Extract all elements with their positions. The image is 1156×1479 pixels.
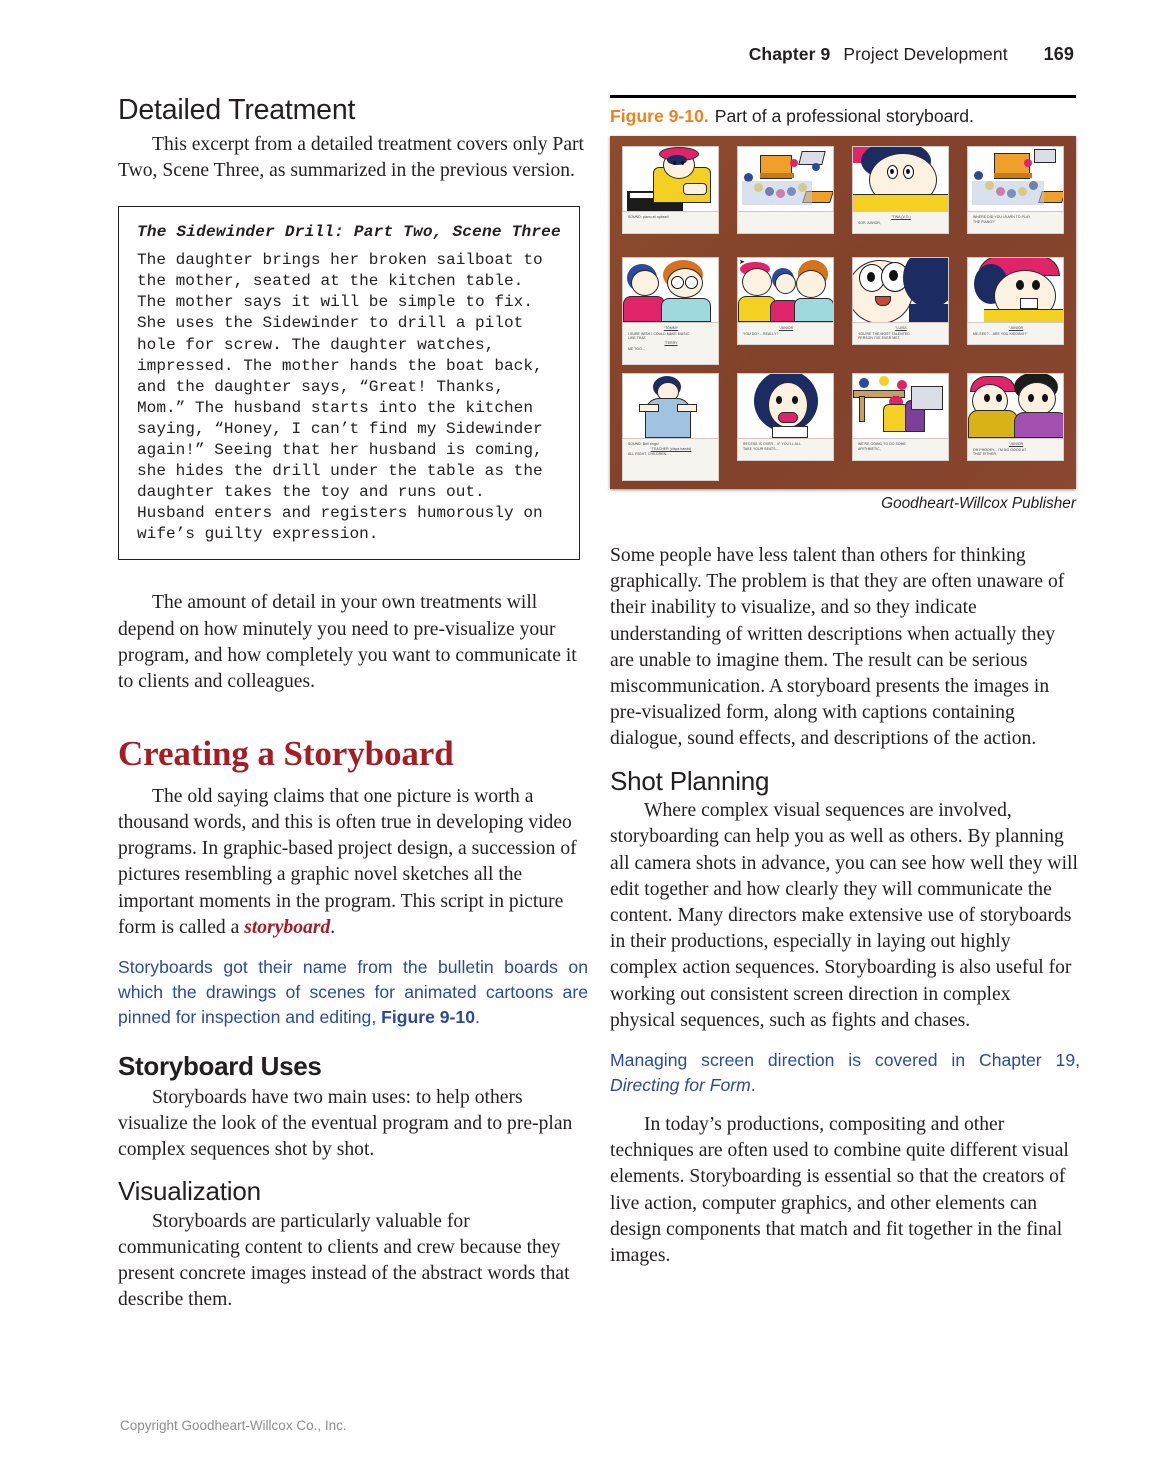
paragraph-today-productions: In today’s productions, compositing and other techniques are often used to combine quite different visual elements. Storyboarding is essential so that the creators of live action, computer graphics, and other elements can design components that match and fit together in the final images. (610, 1114, 1069, 1267)
panel-art-two-boys-talking (622, 257, 719, 323)
panel-art-classroom-piano-crowd (967, 146, 1064, 212)
panel-caption-speaker: “JUNIOR (778, 326, 794, 330)
panel-art-crowd-around-piano (737, 146, 834, 212)
paragraph-intro: This excerpt from a detailed treatment covers only Part Two, Scene Three, as summarized in the previous version. (118, 133, 584, 181)
panel-caption-line: THAT EITHER, (973, 452, 998, 457)
heading-detailed-treatment: Detailed Treatment (118, 94, 356, 126)
panel-caption-speaker: “TEACHER (claps hands) (650, 446, 692, 451)
paragraph-visualization: Storyboards are particularly valuable for communicating content to clients and crew because they present concrete images instead of the abstract words that describe them. (118, 1210, 570, 1311)
panel-caption-speaker: “JUNIOR (1008, 442, 1024, 446)
storyboard-panel (967, 146, 1064, 249)
storyboard-panel (622, 257, 719, 365)
storyboard-panel (737, 373, 834, 481)
panel-caption-line: I SURE WISH I COULD MAKE MUSIC (628, 331, 690, 336)
panel-art-three-kids (737, 257, 834, 323)
note-managing-screen-direction (610, 1048, 1080, 1098)
term-storyboard: storyboard (244, 916, 331, 938)
panel-caption (737, 323, 834, 345)
heading-storyboard-uses: Storyboard Uses (118, 1051, 322, 1082)
storyboard-panel (852, 146, 949, 249)
note-storyboards-origin (118, 955, 588, 1030)
treatment-box-title: The Sidewinder Drill: Part Two, Scene Three (137, 223, 561, 242)
panel-caption-line: THE PIANO?” (973, 219, 996, 224)
note-text2: . (750, 1075, 756, 1096)
panel-art-classroom-desks (852, 373, 949, 439)
heading-visualization: Visualization (118, 1176, 261, 1207)
note-text1: Storyboards got their name from the bulletin boards on which the drawings of scenes for animated cartoons are pinned for inspection and editing, (118, 957, 588, 1028)
panel-caption (737, 439, 834, 461)
panel-caption-speaker: “TINA (V.O.) (891, 215, 911, 219)
storyboard-panel (737, 257, 834, 365)
storyboard-panel (852, 373, 949, 481)
note-chapter-title: Directing for Form (610, 1075, 751, 1096)
paragraph-amount-of-detail: The amount of detail in your own treatments will depend on how minutely you need to pre-visualize your program, and how completely you want to communicate it to clients and colleagues. (118, 592, 577, 693)
panel-caption (852, 323, 949, 345)
storyboard-panel (622, 146, 719, 249)
panel-caption-line: SOR JUNIOR, (858, 220, 881, 225)
panel-caption (967, 439, 1064, 461)
panel-caption (622, 323, 719, 365)
figure-number: Figure 9-10. (610, 106, 709, 126)
running-head-chapter: Chapter 9 (748, 44, 831, 64)
panel-caption (852, 439, 949, 461)
panel-caption-speaker: “TERRY (664, 341, 678, 346)
panel-caption (967, 212, 1064, 234)
panel-caption-line: ALL RIGHT, CHILDREN... (628, 452, 670, 457)
figure-caption (610, 105, 1080, 127)
left-column (118, 95, 588, 1314)
panel-caption (737, 212, 834, 234)
figure-caption-text: Part of a professional storyboard. (714, 106, 974, 126)
panel-art-two-boys-red-cap-purple (967, 373, 1064, 439)
storyboard-panel (622, 373, 719, 481)
storyboard-panel-grid (622, 146, 1064, 481)
heading-shot-planning: Shot Planning (610, 765, 770, 796)
panel-caption-line: SOUND: piano at upbeat! (628, 215, 669, 219)
panel-art-teacher-clapping (622, 373, 719, 439)
panel-caption-line: ARITHMETIC, (858, 446, 881, 451)
panel-caption-speaker: “LUISA (895, 326, 907, 330)
figure-credit: Goodheart-Willcox Publisher (881, 495, 1076, 512)
panel-caption-line: WHERE DID YOU LEARN TO PLAY (973, 215, 1031, 219)
running-head (749, 44, 1074, 65)
panel-caption-speaker: “JUNIOR (1008, 326, 1024, 330)
storyboard-photo (610, 136, 1076, 489)
panel-art-closeup-boy-red-cap (967, 257, 1064, 323)
panel-caption-line: SOUND: Bell rings! (628, 442, 659, 446)
panel-caption-line: OH PHOOEY... I’M NO GOOD AT (973, 447, 1027, 452)
panel-art-teacher-closeup (737, 373, 834, 439)
paragraph-shot-planning: Where complex visual sequences are involved, storyboarding can help you as well as others. By planning all camera shots in advance, you can see how well they will edit together and how clearly they will communicate the content. Many directors make extensive use of storyboards in their productions, especially in laying out highly complex action sequences. Storyboarding is also useful for working out consistent screen direction in complex physical sequences, such as fights and chases. (610, 800, 1078, 1031)
panel-caption-line: ME TOO... (628, 346, 645, 351)
panel-caption-line: LIKE THAT. (628, 336, 647, 341)
paragraph-old-saying-text2: . (330, 916, 336, 938)
note-text2: . (475, 1007, 480, 1028)
treatment-box-body: The daughter brings her broken sailboat to the mother, seated at the kitchen table. The mother says it will be simple to fix. She uses the Sidewinder to drill a pilot hole for screw. The daughter watches, impressed. The mother hands the boat back, and the daughter says, “Great! Thanks, Mom.” The husband starts into the kitchen saying, “Honey, I can’t find my Sidewinder again!” Seeing that her husband is coming, she hides the drill under the table as the daughter takes the toy and runs out. Husband enters and registers humorously on wife’s guilty expression. (137, 251, 553, 544)
panel-art-boy-at-piano (622, 146, 719, 212)
copyright-notice: Copyright Goodheart-Willcox Co., Inc. (120, 1418, 347, 1433)
figure-rule (610, 95, 1076, 98)
panel-caption-line: ME-EEE?... ARE YOU KIDDING?” (973, 331, 1028, 336)
paragraph-old-saying (118, 784, 588, 941)
panel-caption (967, 323, 1064, 345)
panel-caption-line: RECESS IS OVER... IF YOU’LL ALL (743, 442, 801, 446)
panel-caption (622, 439, 719, 481)
storyboard-panel (737, 146, 834, 249)
note-text1: Managing screen direction is covered in Chapter 19, (610, 1050, 1080, 1071)
panel-caption-line: YOU DO?... REALLY? (743, 331, 779, 336)
panel-art-extreme-closeup-face (852, 257, 949, 323)
paragraph-old-saying-text1: The old saying claims that one picture is worth a thousand words, and this is often true in developing video programs. In graphic-based project design, a succession of pictures resembling a graphic novel sketches all the important moments in the program. This script in picture form is called a (118, 785, 577, 938)
paragraph-storyboard-uses: Storyboards have two main uses: to help others visualize the look of the eventual program and to pre-plan complex sequences shot by shot. (118, 1086, 573, 1161)
panel-caption (622, 212, 719, 234)
right-column (610, 95, 1080, 1269)
arrow-marker-icon: ➤ (739, 258, 745, 266)
storyboard-panel (967, 373, 1064, 481)
heading-creating-a-storyboard: Creating a Storyboard (118, 734, 454, 774)
page-number: 169 (1043, 44, 1074, 64)
panel-caption-line: WE’RE GOING TO DO SOME (858, 442, 906, 446)
panel-caption-speaker: “TOMMY (663, 326, 679, 330)
running-head-title: Project Development (843, 44, 1008, 64)
panel-art-closeup-boy-dark-hair (852, 146, 949, 212)
storyboard-panel (852, 257, 949, 365)
panel-caption (852, 212, 949, 234)
panel-caption-line: YOU’RE THE MOST TALENTED (858, 331, 910, 336)
paragraph-some-people: Some people have less talent than others for thinking graphically. The problem is that they are often unaware of their inability to visualize, and so they indicate understanding of written descriptions when actually they are unable to imagine them. The result can be serious miscommunication. A storyboard presents the images in pre-visualized form, along with captions containing dialogue, sound effects, and descriptions of the action. (610, 545, 1065, 750)
note-figure-reference: Figure 9-10 (381, 1007, 475, 1028)
panel-caption-line: PERSON I’VE EVER MET, (858, 336, 901, 341)
panel-caption-line: TAKE YOUR SEATS... (743, 446, 779, 451)
storyboard-panel (967, 257, 1064, 365)
treatment-box (118, 206, 580, 560)
